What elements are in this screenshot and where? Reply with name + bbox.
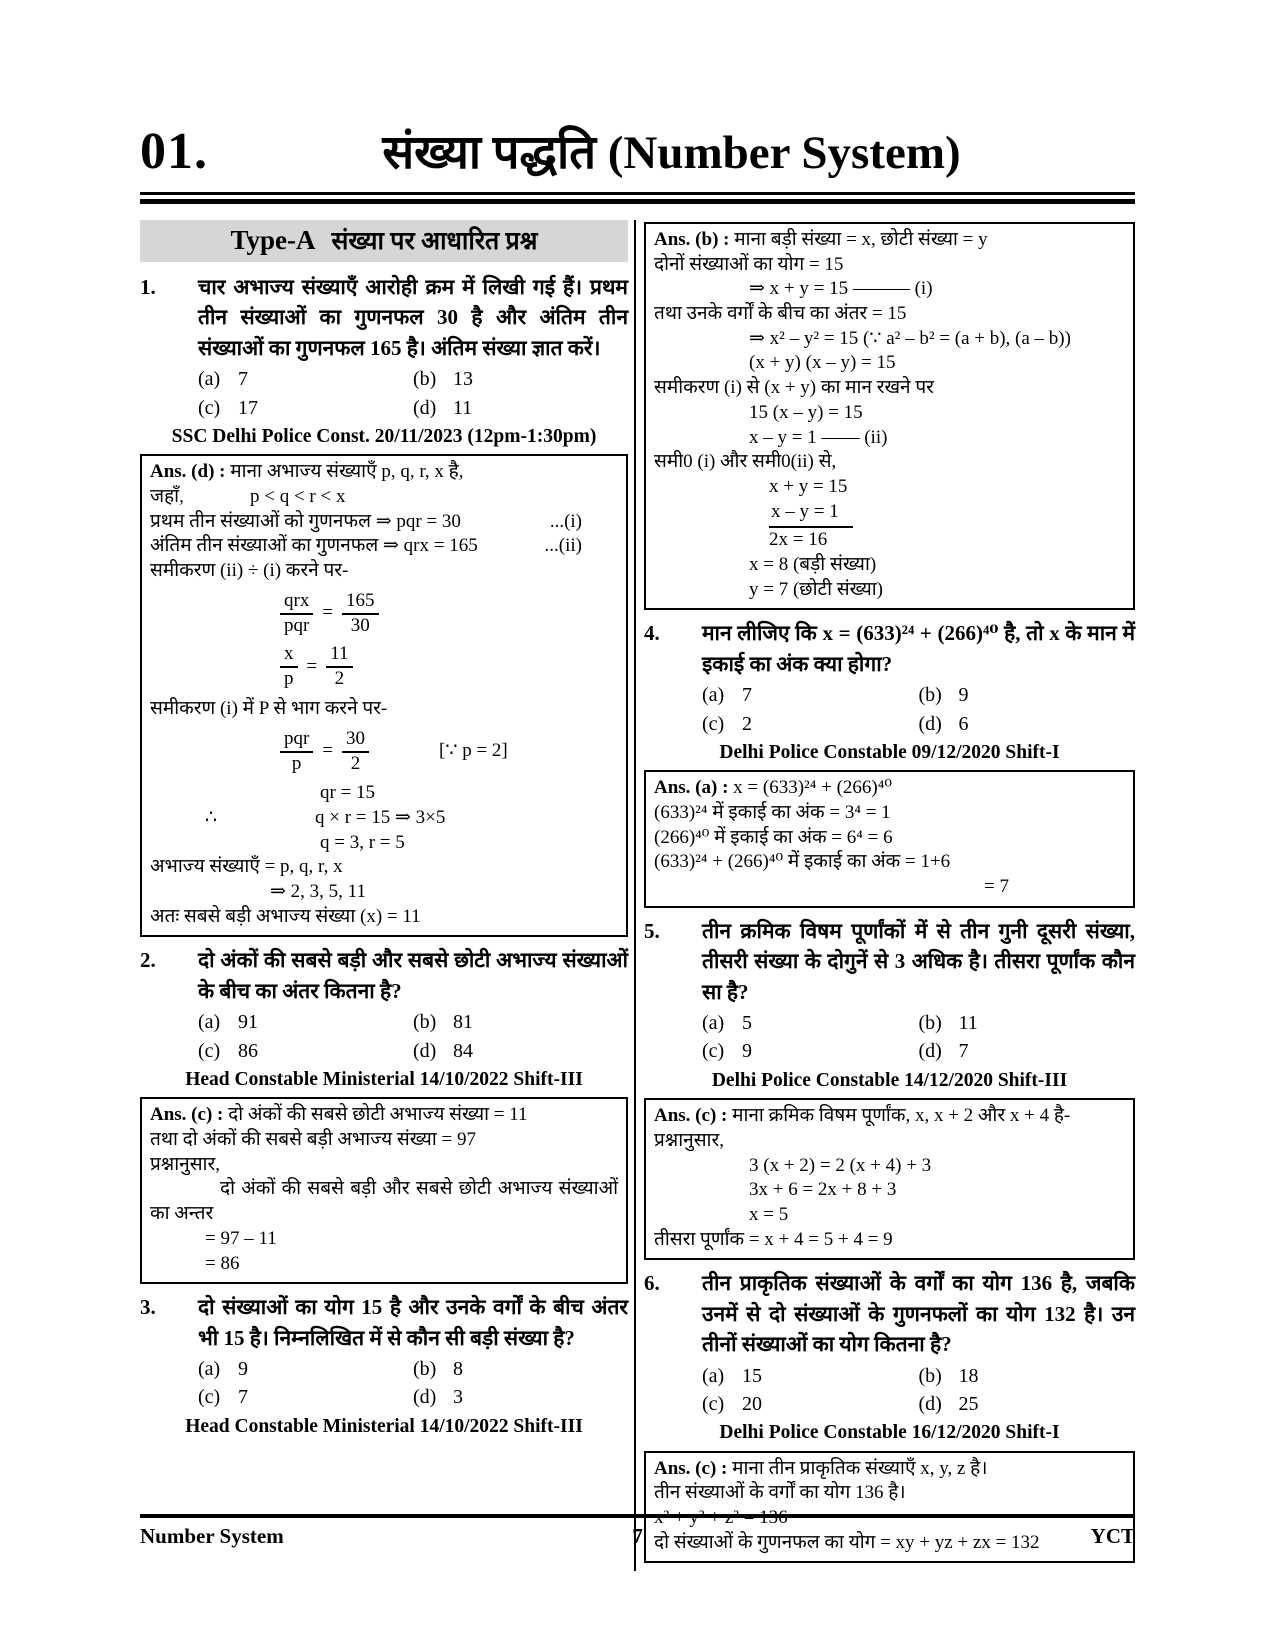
- option-b: (b) 18: [918, 1364, 979, 1387]
- right-column: [634, 220, 1135, 1571]
- option-b: (b) 13: [413, 368, 473, 391]
- answer-line: अतः सबसे बड़ी अभाज्य संख्या (x) = 11: [150, 905, 421, 927]
- answer-line: (633)²⁴ + (266)⁴⁰ में इकाई का अंक = 1+6: [654, 851, 951, 873]
- fraction: $\frac{\text{qrx}}{\text{pqr}}$: [280, 590, 313, 638]
- answer-line: = 97 – 11: [205, 1227, 277, 1249]
- equation-stack: x + y = 15 x – y = 1 2x = 16: [769, 475, 1125, 553]
- answer-line: ⇒ x + y = 15 ——— (i): [749, 278, 933, 300]
- answer-line: प्रश्नानुसार,: [150, 1153, 220, 1175]
- answer-box-4: [644, 770, 1135, 907]
- fraction: $\frac{30}{2}$: [342, 728, 369, 776]
- answer-line: अभाज्य संख्याएँ = p, q, r, x: [150, 856, 343, 878]
- question-text: दो अंकों की सबसे बड़ी और सबसे छोटी अभाज्य संख्याओं के बीच का अंतर कितना है?: [198, 948, 628, 1003]
- option-c: (c) 86: [198, 1039, 258, 1062]
- page-number: 7: [632, 1524, 643, 1548]
- answer-box-3: [644, 222, 1135, 610]
- option-c: (c) 9: [702, 1040, 752, 1063]
- option-d: (d) 3: [413, 1386, 463, 1409]
- question-3: [140, 1292, 628, 1353]
- question-3-source: Head Constable Ministerial 14/10/2022 Shift-III: [185, 1415, 583, 1437]
- answer-line: Ans. (a) : x = (633)²⁴ + (266)⁴⁰: [654, 777, 892, 799]
- option-d: (d) 7: [918, 1040, 969, 1063]
- answer-box-2: [140, 1097, 628, 1284]
- section-type-label: Type-A: [230, 225, 316, 255]
- answer-line: x – y = 1 —— (ii): [749, 426, 888, 448]
- question-5-options: [644, 1009, 1135, 1066]
- option-c: (c) 7: [198, 1386, 248, 1409]
- answer-line: Ans. (b) : माना बड़ी संख्या = x, छोटी संख्या = y: [654, 229, 988, 250]
- left-column: [140, 220, 634, 1571]
- page-footer: [140, 1524, 1135, 1549]
- answer-line: समीकरण (i) में P से भाग करने पर-: [150, 698, 388, 720]
- option-c: (c) 17: [198, 396, 258, 419]
- option-c: (c) 20: [702, 1392, 762, 1415]
- answer-line: अंतिम तीन संख्याओं का गुणनफल ⇒ qrx = 165 ...(ii): [150, 535, 582, 557]
- fraction: $\frac{11}{2}$: [326, 643, 352, 691]
- option-a: (a) 15: [702, 1364, 762, 1387]
- question-2: [140, 945, 628, 1006]
- question-number: 1.: [140, 275, 156, 299]
- answer-line: तथा उनके वर्गों के बीच का अंतर = 15: [654, 303, 907, 325]
- option-d: (d) 25: [918, 1392, 979, 1415]
- question-1: [140, 272, 628, 363]
- footer-rule: [140, 1514, 1135, 1518]
- answer-line: 15 (x – y) = 15: [749, 401, 863, 423]
- answer-line: x = 8 (बड़ी संख्या): [749, 553, 877, 575]
- question-text: तीन प्राकृतिक संख्याओं के वर्गों का योग 136 है, जबकि उनमें से दो संख्याओं के गुणनफलों का योग 132 है। उन तीनों संख्याओं का योग कितना है?: [702, 1271, 1135, 1357]
- question-6-source: Delhi Police Constable 16/12/2020 Shift-I: [719, 1422, 1060, 1444]
- answer-box-5: [644, 1098, 1135, 1260]
- option-c: (c) 2: [702, 712, 752, 735]
- answer-line: Ans. (c) : दो अंकों की सबसे छोटी अभाज्य संख्या = 11: [150, 1104, 528, 1126]
- answer-line: x = 5: [749, 1203, 789, 1225]
- answer-line: 3 (x + 2) = 2 (x + 4) + 3: [749, 1154, 932, 1176]
- answer-line: (266)⁴⁰ में इकाई का अंक = 6⁴ = 6: [654, 826, 893, 848]
- chapter-number: 01.: [140, 123, 208, 180]
- answer-line: तीन संख्याओं के वर्गों का योग 136 है।: [654, 1482, 906, 1504]
- fraction: $\frac{\text{pqr}}{p}$: [280, 728, 313, 776]
- answer-line: समीकरण (ii) ÷ (i) करने पर-: [150, 560, 349, 582]
- answer-line: दोनों संख्याओं का योग = 15: [654, 253, 844, 275]
- question-4: [644, 618, 1135, 679]
- question-2-source: Head Constable Ministerial 14/10/2022 Shift-III: [185, 1069, 583, 1091]
- option-a: (a) 9: [198, 1358, 248, 1381]
- page-content: [140, 118, 1135, 1571]
- answer-line: qr = 15: [320, 782, 376, 804]
- answer-box-1: [140, 454, 628, 937]
- answer-line: समीकरण (i) से (x + y) का मान रखने पर: [654, 377, 934, 399]
- answer-line: ∴ q × r = 15 ⇒ 3×5: [205, 807, 446, 828]
- footer-chapter-name: Number System: [140, 1524, 284, 1548]
- question-6: [644, 1268, 1135, 1359]
- answer-line: = 7: [984, 876, 1009, 898]
- fraction: $\frac{165}{30}$: [342, 590, 379, 638]
- question-text: दो संख्याओं का योग 15 है और उनके वर्गों के बीच अंतर भी 15 है। निम्नलिखित में से कौन सी बड़ी संख्या है?: [198, 1295, 628, 1350]
- option-a: (a) 5: [702, 1012, 752, 1035]
- answer-line: प्रथम तीन संख्याओं को गुणनफल ⇒ pqr = 30 ...(i): [150, 510, 582, 532]
- answer-line: Ans. (d) : माना अभाज्य संख्याएँ p, q, r, x है,: [150, 461, 464, 483]
- question-1-options: [140, 365, 628, 422]
- publisher-mark: YCT: [1090, 1524, 1136, 1548]
- question-number: 2.: [140, 948, 156, 973]
- answer-line: तीसरा पूर्णांक = x + 4 = 5 + 4 = 9: [654, 1228, 893, 1250]
- question-number: 6.: [644, 1271, 660, 1296]
- answer-line: = 86: [205, 1252, 240, 1274]
- equation-fraction: $\frac{\text{qrx}}{\text{pqr}}$ = $\frac{165}{30}$: [280, 590, 618, 638]
- question-4-source: Delhi Police Constable 09/12/2020 Shift-I: [719, 741, 1060, 763]
- option-a: (a) 7: [702, 684, 752, 707]
- page-header: [140, 118, 1135, 182]
- question-4-options: [644, 681, 1135, 738]
- answer-line: q = 3, r = 5: [320, 831, 405, 853]
- fraction: $\frac{x}{p}$: [280, 643, 298, 691]
- question-3-options: [140, 1355, 628, 1412]
- section-type-title: संख्या पर आधारित प्रश्न: [331, 228, 538, 255]
- question-text: चार अभाज्य संख्याएँ आरोही क्रम में लिखी गई हैं। प्रथम तीन संख्याओं का गुणनफल 30 है और अंतिम तीन संख्याओं का गुणनफल 165 है। अंतिम संख्या ज्ञात करें।: [198, 275, 628, 360]
- answer-line: (x + y) (x – y) = 15: [749, 352, 896, 374]
- question-number: 4.: [644, 621, 660, 646]
- option-b: (b) 11: [918, 1012, 978, 1035]
- condition-note: [∵ p = 2]: [439, 740, 508, 762]
- page-title: संख्या पद्धति (Number System): [382, 127, 961, 179]
- equation-fraction: $\frac{\text{pqr}}{p}$ = $\frac{30}{2}$ [∵ p = 2]: [280, 728, 618, 776]
- question-1-source: SSC Delhi Police Const. 20/11/2023 (12pm-1:30pm): [171, 426, 597, 448]
- two-column-layout: [140, 220, 1135, 1571]
- question-text: मान लीजिए कि x = (633)²⁴ + (266)⁴⁰ है, तो x के मान में इकाई का अंक क्या होगा?: [702, 621, 1135, 676]
- answer-line: y = 7 (छोटी संख्या): [749, 578, 884, 600]
- option-b: (b) 9: [918, 684, 969, 707]
- question-5: [644, 916, 1135, 1007]
- answer-line: समी0 (i) और समी0(ii) से,: [654, 451, 837, 473]
- option-d: (d) 84: [413, 1039, 473, 1062]
- option-d: (d) 6: [918, 712, 969, 735]
- equation-fraction: $\frac{x}{p}$ = $\frac{11}{2}$: [280, 643, 618, 691]
- question-text: तीन क्रमिक विषम पूर्णांकों में से तीन गुनी दूसरी संख्या, तीसरी संख्या के दोगुनें से 3 अधिक है। तीसरा पूर्णांक कौन सा है?: [702, 918, 1135, 1004]
- answer-line: x² + y² + z² = 136: [654, 1507, 788, 1529]
- question-number: 5.: [644, 918, 660, 943]
- answer-line: 3x + 6 = 2x + 8 + 3: [749, 1179, 897, 1201]
- question-6-options: [644, 1362, 1135, 1419]
- question-5-source: Delhi Police Constable 14/12/2020 Shift-III: [711, 1069, 1068, 1091]
- answer-line: जहाँ, p < q < r < x: [150, 486, 346, 508]
- answer-line: ⇒ x² – y² = 15 (∵ a² – b² = (a + b), (a – b)): [749, 327, 1071, 349]
- answer-line: दो संख्याओं के गुणनफल का योग = xy + yz + zx = 132: [654, 1531, 1040, 1553]
- answer-line: तथा दो अंकों की सबसे बड़ी अभाज्य संख्या = 97: [150, 1129, 476, 1151]
- question-number: 3.: [140, 1295, 156, 1320]
- answer-line: Ans. (c) : माना क्रमिक विषम पूर्णांक, x, x + 2 और x + 4 है-: [654, 1105, 1071, 1127]
- option-b: (b) 81: [413, 1011, 473, 1034]
- section-header: [140, 220, 628, 262]
- answer-line: दो अंकों की सबसे बड़ी और सबसे छोटी अभाज्य संख्याओं का अन्तर: [150, 1178, 618, 1225]
- title-rule: [140, 192, 1135, 204]
- answer-line: ⇒ 2, 3, 5, 11: [270, 881, 366, 903]
- option-b: (b) 8: [413, 1358, 463, 1381]
- answer-line: (633)²⁴ में इकाई का अंक = 3⁴ = 1: [654, 801, 891, 823]
- answer-line: प्रश्नानुसार,: [654, 1129, 724, 1151]
- option-a: (a) 7: [198, 368, 248, 391]
- option-d: (d) 11: [413, 396, 473, 419]
- answer-line: Ans. (c) : माना तीन प्राकृतिक संख्याएँ x, y, z है।: [654, 1457, 988, 1479]
- option-a: (a) 91: [198, 1011, 258, 1034]
- question-2-options: [140, 1008, 628, 1065]
